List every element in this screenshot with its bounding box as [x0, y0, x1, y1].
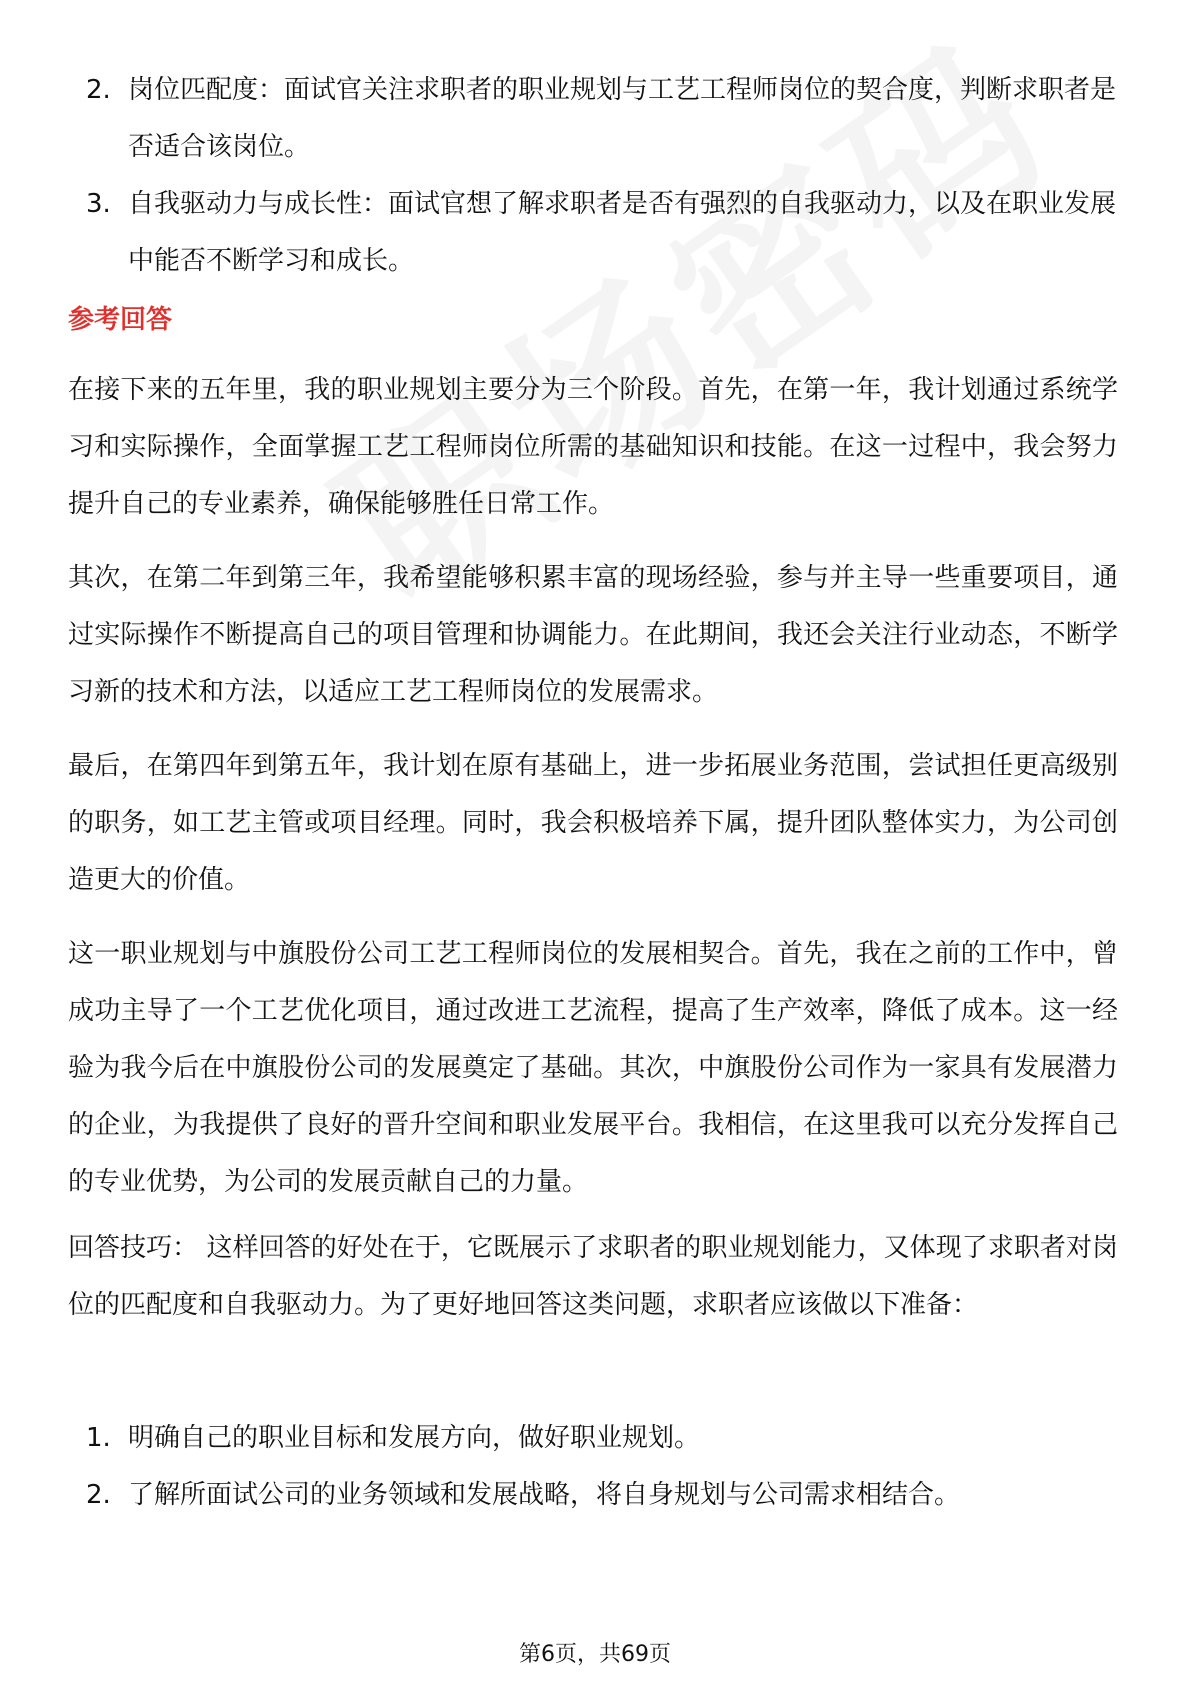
answer-paragraph-3: 最后，在第四年到第五年，我计划在原有基础上，进一步拓展业务范围，尝试担任更高级别的职务，如工艺主管或项目经理。同时，我会积极培养下属，提升团队整体实力，为公司创造更大的价值。 — [68, 751, 1118, 895]
list-item — [72, 176, 1118, 290]
list-item — [72, 1467, 1118, 1524]
top-numbered-list — [72, 62, 1118, 290]
list-item-text: 明确自己的职业目标和发展方向，做好职业规划。 — [128, 1423, 701, 1453]
list-item — [72, 62, 1118, 176]
list-item-text: 了解所面试公司的业务领域和发展战略，将自身规划与公司需求相结合。 — [128, 1480, 961, 1510]
list-item-number: 2. — [86, 1480, 111, 1510]
tips-paragraph: 回答技巧： 这样回答的好处在于，它既展示了求职者的职业规划能力，又体现了求职者对岗位的匹配度和自我驱动力。为了更好地回答这类问题，求职者应该做以下准备： — [68, 1233, 1118, 1320]
list-item — [72, 1410, 1118, 1467]
bottom-numbered-list — [72, 1410, 1118, 1524]
list-item-number: 3. — [86, 189, 111, 219]
list-item-number: 2. — [86, 75, 111, 105]
list-item-number: 1. — [86, 1423, 111, 1453]
page-number-footer: 第6页，共69页 — [519, 1642, 671, 1667]
list-item-text: 岗位匹配度：面试官关注求职者的职业规划与工艺工程师岗位的契合度，判断求职者是否适合该岗位。 — [128, 75, 1117, 162]
answer-paragraph-4: 这一职业规划与中旗股份公司工艺工程师岗位的发展相契合。首先，我在之前的工作中，曾成功主导了一个工艺优化项目，通过改进工艺流程，提高了生产效率，降低了成本。这一经验为我今后在中旗股份公司的发展奠定了基础。其次，中旗股份公司作为一家具有发展潜力的企业，为我提供了良好的晋升空间和职业发展平台。我相信，在这里我可以充分发挥自己的专业优势，为公司的发展贡献自己的力量。 — [68, 939, 1118, 1197]
answer-paragraph-2: 其次，在第二年到第三年，我希望能够积累丰富的现场经验，参与并主导一些重要项目，通过实际操作不断提高自己的项目管理和协调能力。在此期间，我还会关注行业动态，不断学习新的技术和方法，以适应工艺工程师岗位的发展需求。 — [68, 563, 1118, 707]
answer-paragraph-1: 在接下来的五年里，我的职业规划主要分为三个阶段。首先，在第一年，我计划通过系统学习和实际操作，全面掌握工艺工程师岗位所需的基础知识和技能。在这一过程中，我会努力提升自己的专业素养，确保能够胜任日常工作。 — [68, 375, 1118, 519]
list-item-text: 自我驱动力与成长性：面试官想了解求职者是否有强烈的自我驱动力，以及在职业发展中能否不断学习和成长。 — [128, 189, 1117, 276]
section-heading: 参考回答 — [68, 305, 173, 335]
